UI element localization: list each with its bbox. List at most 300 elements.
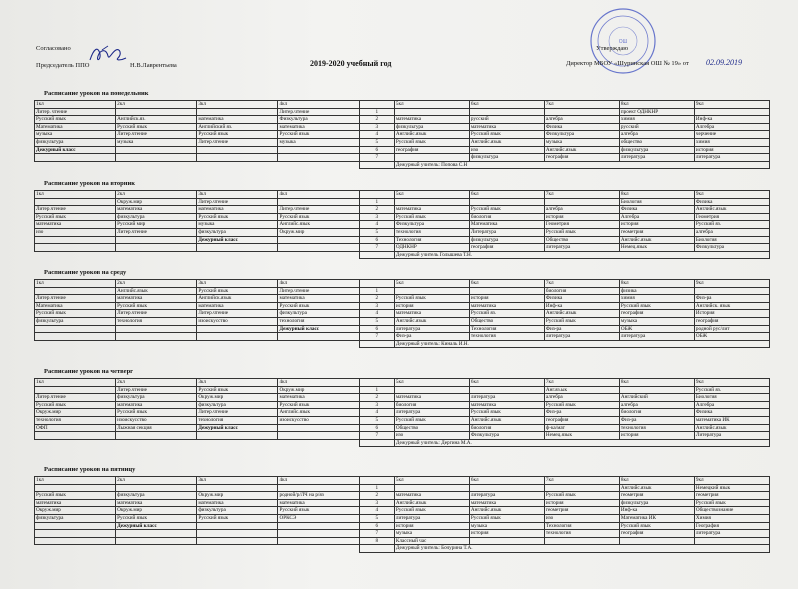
timetable-cell bbox=[394, 386, 469, 394]
timetable-cell: Окруж.мир bbox=[116, 507, 197, 515]
timetable-cell: Английск.яз. bbox=[116, 116, 197, 124]
timetable-cell: ф-ка/мат bbox=[544, 424, 619, 432]
timetable-cell: математика bbox=[394, 394, 469, 402]
day-title: Расписание уроков на среду bbox=[44, 269, 127, 276]
timetable-cell bbox=[116, 537, 197, 545]
timetable-cell: Немецкий язык bbox=[694, 484, 769, 492]
timetable-cell bbox=[544, 484, 619, 492]
timetable-cell: география bbox=[544, 154, 619, 162]
timetable-cell: Физика bbox=[694, 198, 769, 206]
timetable-cell: Инф-ка bbox=[619, 507, 694, 515]
timetable-cell bbox=[694, 537, 769, 545]
timetable-cell: русский bbox=[469, 116, 544, 124]
timetable-cell: Английс.язык bbox=[394, 131, 469, 139]
timetable-cell: Русский язык bbox=[35, 492, 116, 500]
timetable-cell: ОФП bbox=[35, 424, 116, 432]
lesson-number: 7 bbox=[359, 530, 394, 538]
timetable-cell: Русский мир bbox=[116, 221, 197, 229]
empty-cell bbox=[35, 439, 360, 447]
table-row bbox=[35, 394, 770, 402]
empty-cell bbox=[35, 340, 360, 348]
timetable-cell: Химия bbox=[694, 514, 769, 522]
day-title: Расписание уроков на пятницу bbox=[44, 466, 136, 473]
timetable-cell: литература bbox=[619, 333, 694, 341]
lesson-number: 3 bbox=[359, 499, 394, 507]
timetable-cell: Английс.язык bbox=[469, 507, 544, 515]
lesson-number: 6 bbox=[359, 236, 394, 244]
timetable-cell: Инф-ка bbox=[544, 302, 619, 310]
timetable-cell: Литер.чтение bbox=[116, 386, 197, 394]
timetable-cell: Русский яз. bbox=[694, 221, 769, 229]
timetable-cell: география bbox=[394, 146, 469, 154]
lesson-number: 8 bbox=[359, 537, 394, 545]
timetable-cell: Алгебра bbox=[694, 401, 769, 409]
timetable-cell bbox=[394, 108, 469, 116]
timetable-cell: Русский язык bbox=[35, 213, 116, 221]
timetable-cell: математика bbox=[469, 302, 544, 310]
timetable-cell bbox=[694, 108, 769, 116]
timetable-cell bbox=[116, 244, 197, 252]
table-row bbox=[35, 401, 770, 409]
timetable bbox=[34, 279, 770, 348]
timetable-cell: Литер.чтение bbox=[197, 138, 278, 146]
timetable-cell: Английск. язык bbox=[694, 302, 769, 310]
timetable-cell: Литер.чтение bbox=[35, 394, 116, 402]
timetable-cell: физкультура bbox=[619, 146, 694, 154]
timetable-cell bbox=[278, 154, 359, 162]
table-row bbox=[35, 333, 770, 341]
timetable-cell: Физ-ра bbox=[394, 333, 469, 341]
timetable-cell: изоискусство bbox=[197, 317, 278, 325]
column-header: 2кл bbox=[116, 191, 197, 199]
timetable-cell: ОБЖ bbox=[694, 333, 769, 341]
column-header bbox=[359, 477, 394, 485]
timetable-cell bbox=[35, 537, 116, 545]
timetable-cell: Обществознание bbox=[694, 507, 769, 515]
timetable-cell: математика bbox=[278, 123, 359, 131]
timetable-cell: ОРКСЭ bbox=[278, 514, 359, 522]
timetable-cell bbox=[394, 198, 469, 206]
timetable-cell: геометрия bbox=[619, 492, 694, 500]
timetable-cell: физкультура bbox=[116, 394, 197, 402]
lesson-number: 1 bbox=[359, 287, 394, 295]
timetable-cell: Русский язык bbox=[197, 386, 278, 394]
day-title: Расписание уроков на четверг bbox=[44, 368, 134, 375]
timetable-cell bbox=[35, 198, 116, 206]
column-header: 1кл bbox=[35, 191, 116, 199]
timetable-cell: Английск.язык bbox=[197, 295, 278, 303]
table-row bbox=[35, 213, 770, 221]
table-row bbox=[35, 424, 770, 432]
timetable-cell: проект ОДНКНР bbox=[619, 108, 694, 116]
empty-cell bbox=[359, 545, 394, 553]
timetable-cell: Окруж.мир bbox=[278, 228, 359, 236]
timetable-cell bbox=[278, 522, 359, 530]
timetable-cell: алгебра bbox=[619, 401, 694, 409]
timetable-cell: литература bbox=[544, 333, 619, 341]
table-row bbox=[35, 221, 770, 229]
column-header: 4кл bbox=[278, 379, 359, 387]
timetable-cell: физкультура bbox=[469, 154, 544, 162]
timetable-cell: История bbox=[694, 310, 769, 318]
timetable bbox=[34, 476, 770, 553]
lesson-number: 5 bbox=[359, 514, 394, 522]
timetable-cell: технология bbox=[278, 317, 359, 325]
column-header: 3кл bbox=[197, 379, 278, 387]
timetable-cell: ОДНКНР bbox=[394, 244, 469, 252]
timetable-cell: история bbox=[544, 213, 619, 221]
timetable-cell: Математика ИК bbox=[619, 514, 694, 522]
timetable-cell: математика bbox=[394, 206, 469, 214]
header-row bbox=[35, 280, 770, 288]
lesson-number: 6 bbox=[359, 424, 394, 432]
lesson-number: 6 bbox=[359, 522, 394, 530]
timetable-cell: история bbox=[469, 530, 544, 538]
timetable-cell bbox=[278, 236, 359, 244]
timetable-cell: математика bbox=[197, 116, 278, 124]
lesson-number: 4 bbox=[359, 409, 394, 417]
column-header: 2кл bbox=[116, 379, 197, 387]
lesson-number: 4 bbox=[359, 221, 394, 229]
timetable-cell: Русский язык bbox=[35, 116, 116, 124]
table-row bbox=[35, 123, 770, 131]
table-row bbox=[35, 522, 770, 530]
column-header: 6кл bbox=[469, 101, 544, 109]
column-header: 9кл bbox=[694, 477, 769, 485]
table-row bbox=[35, 154, 770, 162]
empty-cell bbox=[359, 161, 394, 169]
empty-cell bbox=[35, 161, 360, 169]
column-header: 6кл bbox=[469, 477, 544, 485]
timetable-cell bbox=[197, 325, 278, 333]
timetable-cell: математика bbox=[469, 499, 544, 507]
duty-row bbox=[35, 161, 770, 169]
timetable-cell: Дежурный класс bbox=[197, 236, 278, 244]
timetable-cell: Русский яз. bbox=[469, 310, 544, 318]
column-header: 2кл bbox=[116, 101, 197, 109]
timetable-cell: математика bbox=[469, 401, 544, 409]
timetable-cell bbox=[197, 108, 278, 116]
column-header: 1кл bbox=[35, 477, 116, 485]
header-row bbox=[35, 101, 770, 109]
timetable-cell: Окруж.мир bbox=[278, 386, 359, 394]
timetable-cell: Биология bbox=[694, 394, 769, 402]
timetable-cell: Геометрия bbox=[694, 213, 769, 221]
timetable-cell: биология bbox=[619, 409, 694, 417]
timetable-cell bbox=[116, 333, 197, 341]
timetable-cell: география bbox=[619, 530, 694, 538]
lesson-number: 1 bbox=[359, 484, 394, 492]
table-row bbox=[35, 131, 770, 139]
column-header: 4кл bbox=[278, 280, 359, 288]
timetable-cell: Английс.язык bbox=[469, 416, 544, 424]
timetable-cell: Алгебра bbox=[619, 213, 694, 221]
timetable-cell bbox=[35, 325, 116, 333]
lesson-number: 1 bbox=[359, 198, 394, 206]
timetable-cell: Английс.язык bbox=[394, 499, 469, 507]
table-row bbox=[35, 432, 770, 440]
timetable-cell: русский bbox=[619, 123, 694, 131]
timetable-cell: музыка bbox=[278, 138, 359, 146]
timetable-cell: физкультура bbox=[35, 514, 116, 522]
timetable-cell: литература bbox=[469, 492, 544, 500]
timetable-cell: математика bbox=[197, 206, 278, 214]
timetable-cell: Технология bbox=[544, 522, 619, 530]
table-row bbox=[35, 409, 770, 417]
timetable-cell: Русский язык bbox=[544, 492, 619, 500]
timetable-cell: Общество bbox=[469, 317, 544, 325]
column-header: 8кл bbox=[619, 379, 694, 387]
timetable-cell: Анг.яз.ык bbox=[544, 386, 619, 394]
timetable-cell: Литер.чтение bbox=[278, 287, 359, 295]
timetable-cell: технология bbox=[619, 424, 694, 432]
timetable-cell: Технология bbox=[469, 325, 544, 333]
column-header: 3кл bbox=[197, 280, 278, 288]
timetable-cell: Английс.язык bbox=[694, 206, 769, 214]
timetable-cell bbox=[278, 537, 359, 545]
timetable-cell bbox=[35, 287, 116, 295]
timetable-cell: Русский яз. bbox=[694, 386, 769, 394]
chairman-label: Председатель ППО bbox=[36, 62, 90, 69]
empty-cell bbox=[359, 439, 394, 447]
timetable-cell bbox=[544, 198, 619, 206]
table-row bbox=[35, 198, 770, 206]
table-row bbox=[35, 138, 770, 146]
table-row bbox=[35, 236, 770, 244]
timetable-cell: физкультура bbox=[116, 213, 197, 221]
timetable-cell bbox=[35, 236, 116, 244]
timetable-cell: родной рус/лит bbox=[694, 325, 769, 333]
table-row bbox=[35, 416, 770, 424]
timetable-cell: изоискусство bbox=[116, 416, 197, 424]
timetable-cell: технология bbox=[469, 333, 544, 341]
timetable-cell: физкультура bbox=[197, 228, 278, 236]
timetable-cell: Физкультура bbox=[694, 244, 769, 252]
page-title: 2019-2020 учебный год bbox=[310, 59, 392, 68]
lesson-number: 5 bbox=[359, 228, 394, 236]
duty-teacher: Дежурный учитель: Киналь И.Н. bbox=[394, 340, 769, 348]
timetable-cell: история bbox=[619, 221, 694, 229]
timetable-cell: биология bbox=[469, 424, 544, 432]
timetable-cell: математика bbox=[469, 123, 544, 131]
timetable-cell: математика bbox=[394, 116, 469, 124]
duty-teacher: Дежурный учитель: Дергина М.А. bbox=[394, 439, 769, 447]
timetable-cell: Геометрия bbox=[544, 221, 619, 229]
timetable-cell: музыка bbox=[394, 530, 469, 538]
timetable-cell: литература bbox=[544, 244, 619, 252]
table-row bbox=[35, 206, 770, 214]
timetable-cell: математика bbox=[116, 401, 197, 409]
timetable-cell: технология bbox=[544, 530, 619, 538]
column-header: 7кл bbox=[544, 101, 619, 109]
column-header: 1кл bbox=[35, 280, 116, 288]
timetable-cell: Литер.чтение bbox=[278, 206, 359, 214]
lesson-number: 7 bbox=[359, 154, 394, 162]
column-header: 9кл bbox=[694, 379, 769, 387]
timetable-cell: физкультура bbox=[197, 401, 278, 409]
timetable-cell: Английс.язык bbox=[278, 409, 359, 417]
timetable-cell: биология bbox=[394, 401, 469, 409]
table-row bbox=[35, 116, 770, 124]
timetable-cell: Литер.чтение bbox=[197, 310, 278, 318]
column-header: 7кл bbox=[544, 379, 619, 387]
timetable-cell: музыка bbox=[469, 522, 544, 530]
table-row bbox=[35, 386, 770, 394]
timetable-cell bbox=[278, 198, 359, 206]
lesson-number: 3 bbox=[359, 401, 394, 409]
timetable-cell: Русский язык bbox=[394, 138, 469, 146]
column-header: 1кл bbox=[35, 379, 116, 387]
timetable-cell bbox=[197, 484, 278, 492]
timetable-cell bbox=[544, 537, 619, 545]
timetable-cell: Русский язык bbox=[619, 302, 694, 310]
timetable-cell: история bbox=[394, 522, 469, 530]
timetable-cell: Общество bbox=[394, 424, 469, 432]
timetable-cell bbox=[394, 287, 469, 295]
duty-teacher: Дежурный учитель: Попова С.Н bbox=[394, 161, 769, 169]
timetable-cell: Дежурный класс bbox=[197, 424, 278, 432]
timetable-cell: Русский язык bbox=[278, 507, 359, 515]
timetable-cell: Русский язык bbox=[469, 131, 544, 139]
column-header: 2кл bbox=[116, 280, 197, 288]
timetable-cell: Русский язык bbox=[197, 287, 278, 295]
chairman-name: Н.В.Лаврентьева bbox=[130, 62, 177, 69]
timetable-cell: изо bbox=[469, 146, 544, 154]
timetable-cell: Английс.язык bbox=[116, 287, 197, 295]
timetable-cell bbox=[197, 522, 278, 530]
timetable-cell: Физ-ра bbox=[544, 409, 619, 417]
timetable-cell bbox=[469, 287, 544, 295]
timetable-cell: физкультура bbox=[394, 123, 469, 131]
timetable-cell bbox=[116, 530, 197, 538]
timetable bbox=[34, 100, 770, 169]
timetable-cell: черчение bbox=[694, 131, 769, 139]
timetable-cell: Биология bbox=[619, 198, 694, 206]
timetable-cell: Физика bbox=[619, 206, 694, 214]
timetable-cell: Дежурный класс bbox=[116, 522, 197, 530]
timetable-cell: Классный час bbox=[394, 537, 469, 545]
timetable-cell bbox=[278, 333, 359, 341]
day-title: Расписание уроков на вторник bbox=[44, 180, 135, 187]
empty-cell bbox=[35, 545, 360, 553]
table-row bbox=[35, 514, 770, 522]
column-header: 9кл bbox=[694, 191, 769, 199]
timetable-cell: математика bbox=[197, 302, 278, 310]
column-header bbox=[359, 191, 394, 199]
timetable-cell: Литер.чтение bbox=[116, 310, 197, 318]
timetable-cell: Технология bbox=[394, 236, 469, 244]
empty-cell bbox=[359, 251, 394, 259]
timetable-cell: Литер.чтение bbox=[116, 131, 197, 139]
timetable-cell: биология bbox=[469, 213, 544, 221]
timetable-cell: литература bbox=[394, 325, 469, 333]
timetable-cell: музыка bbox=[619, 317, 694, 325]
timetable-cell: физкультура bbox=[197, 507, 278, 515]
table-row bbox=[35, 295, 770, 303]
table-row bbox=[35, 287, 770, 295]
timetable-cell bbox=[116, 432, 197, 440]
timetable-cell: технология bbox=[197, 416, 278, 424]
approval-date: 02.09.2019 bbox=[706, 58, 742, 67]
timetable-cell bbox=[278, 146, 359, 154]
timetable-cell: Русский язык bbox=[116, 409, 197, 417]
timetable-cell: физкультура bbox=[116, 492, 197, 500]
timetable-cell bbox=[35, 522, 116, 530]
column-header: 9кл bbox=[694, 280, 769, 288]
timetable-cell: математика bbox=[116, 499, 197, 507]
table-row bbox=[35, 499, 770, 507]
timetable-cell: Русский язык bbox=[544, 317, 619, 325]
lesson-number: 3 bbox=[359, 302, 394, 310]
timetable-cell: Русский язык bbox=[544, 228, 619, 236]
timetable-cell: Физ-ра bbox=[694, 295, 769, 303]
table-row bbox=[35, 108, 770, 116]
timetable-cell bbox=[394, 484, 469, 492]
lesson-number: 6 bbox=[359, 325, 394, 333]
timetable-cell bbox=[278, 244, 359, 252]
table-row bbox=[35, 310, 770, 318]
timetable-cell: история bbox=[394, 302, 469, 310]
timetable-cell: Английс.язык bbox=[619, 236, 694, 244]
timetable-cell: Русский язык bbox=[116, 123, 197, 131]
timetable-cell: математика bbox=[278, 295, 359, 303]
timetable-cell: Литер.чтение bbox=[116, 228, 197, 236]
timetable-cell: Немец.язык bbox=[619, 244, 694, 252]
timetable-cell: музыка bbox=[116, 138, 197, 146]
timetable-cell: математика bbox=[278, 499, 359, 507]
timetable-cell: Русский язык bbox=[278, 302, 359, 310]
timetable-cell: Английс.язык bbox=[469, 138, 544, 146]
timetable-cell: Литература bbox=[694, 432, 769, 440]
timetable-cell: общество bbox=[619, 138, 694, 146]
column-header: 3кл bbox=[197, 191, 278, 199]
timetable-cell: Литер.чтение bbox=[197, 198, 278, 206]
timetable-cell: Русский язык bbox=[278, 131, 359, 139]
timetable-cell bbox=[35, 530, 116, 538]
timetable-cell bbox=[619, 537, 694, 545]
duty-row bbox=[35, 251, 770, 259]
timetable-cell bbox=[35, 386, 116, 394]
timetable-cell: География bbox=[694, 522, 769, 530]
timetable-cell: алгебра bbox=[544, 206, 619, 214]
timetable-cell bbox=[278, 424, 359, 432]
column-header: 3кл bbox=[197, 101, 278, 109]
timetable-cell: Дежурный класс bbox=[35, 146, 116, 154]
lesson-number: 2 bbox=[359, 394, 394, 402]
empty-cell bbox=[359, 340, 394, 348]
timetable-cell: химия bbox=[619, 116, 694, 124]
column-header: 4кл bbox=[278, 191, 359, 199]
timetable-cell bbox=[469, 386, 544, 394]
timetable-cell: Русский язык bbox=[694, 499, 769, 507]
timetable-cell: физкультура bbox=[278, 310, 359, 318]
timetable-cell: технология bbox=[116, 317, 197, 325]
timetable-cell: музыка bbox=[197, 221, 278, 229]
timetable-cell: Физкультура bbox=[544, 131, 619, 139]
table-row bbox=[35, 484, 770, 492]
column-header: 8кл bbox=[619, 101, 694, 109]
timetable-cell: география bbox=[544, 416, 619, 424]
timetable-cell: литература bbox=[694, 530, 769, 538]
timetable-cell: история bbox=[694, 146, 769, 154]
lesson-number: 5 bbox=[359, 416, 394, 424]
timetable-cell: Русский язык bbox=[116, 514, 197, 522]
timetable-cell: Математика bbox=[35, 123, 116, 131]
timetable-cell bbox=[116, 146, 197, 154]
timetable-cell: Русский язык bbox=[469, 409, 544, 417]
timetable-cell bbox=[35, 244, 116, 252]
timetable-cell: технология bbox=[394, 228, 469, 236]
